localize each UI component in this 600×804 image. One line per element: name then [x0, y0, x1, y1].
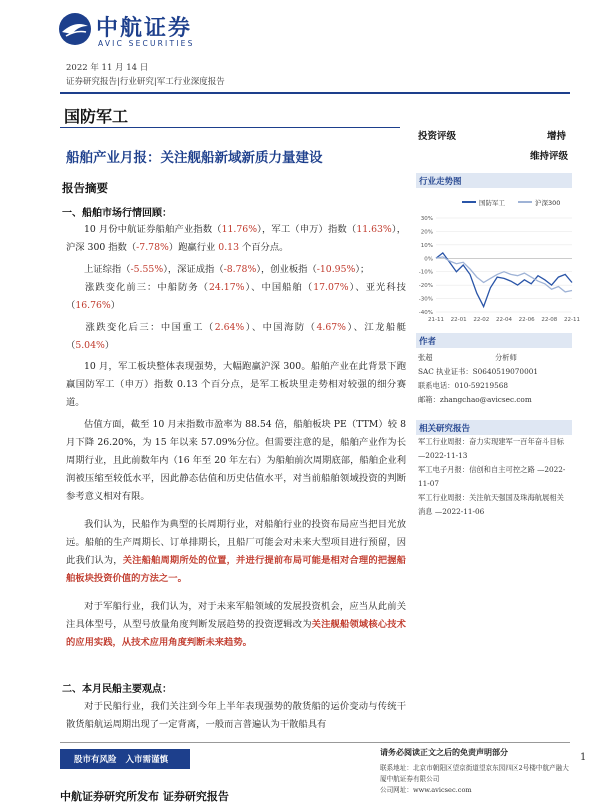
y-tick-label-3: 0%	[424, 256, 433, 263]
breadcrumb: 证券研究报告|行业研究|军工行业深度报告	[66, 77, 225, 87]
brand-logo	[58, 8, 208, 52]
author-name: 张超	[418, 353, 433, 362]
author-email: 邮箱：zhangchao@avicsec.com	[418, 395, 532, 404]
related-report-1-line2[interactable]: —2022-11-13	[418, 451, 468, 460]
section-divider	[60, 127, 400, 128]
paragraph-civil-ship-view: 我们认为，民船作为典型的长周期行业，对船舶行业的投资布局应当把目光放远。船舶的生产周期长、订单排期长，且船厂可能会对未来大型项目进行预留，因此我们认为，关注船舶周期所处的位置，并进行提前布局可能是相对合理的把握船舶板块投资价值的方法之一。	[66, 519, 406, 584]
paragraph-top-gainers: 涨跌变化前三：中船防务（24.17%）、中国船舶（17.07%）、亚光科技（16.76%）	[66, 282, 406, 311]
brand-name-cn: 中航证券	[96, 16, 193, 41]
x-tick-label-4: 22-06	[518, 317, 535, 323]
page-number: 1	[580, 752, 587, 763]
risk-warning-bar: 股市有风险 入市需谨慎	[60, 749, 190, 769]
paragraph-valuation: 估值方面，截至 10 月末指数市盈率为 88.54 倍，船舶板块 PE（TTM）较 8 月下降 26.20%，为 15 年以来 57.09%分位。但需要注意的是，船舶产业作为长周期行业，且此前数年内（16 年至 20 年左右）为船舶前次周期底部，船舶企业利润被压缩至较低水平，因此静态估值和历史估值水平，对当前船舶领域投资的判断参考意义相对有限。	[66, 419, 406, 502]
disclaimer-address-2: 厦中航证券有限公司	[380, 775, 440, 783]
author-phone: 联系电话：010-59219568	[418, 381, 509, 390]
related-report-3-line2[interactable]: 消息 —2022-11-06	[418, 507, 485, 516]
y-tick-label-6: -30%	[418, 296, 433, 303]
report-date: 2022 年 11 月 14 日	[66, 63, 149, 73]
footer-divider	[60, 742, 570, 743]
y-tick-label-5: -20%	[418, 283, 433, 290]
disclaimer-website[interactable]: 公司网址：www.avicsec.com	[380, 786, 472, 794]
related-report-2-line1[interactable]: 军工电子月报：信创和自主可控之路 —2022-	[418, 465, 566, 474]
legend-label-1: 沪深300	[535, 199, 561, 207]
disclaimer-address-1: 联系地址：北京市朝阳区望京街道望京东园四区2号楼中航产融大	[380, 764, 569, 772]
y-tick-label-0: 30%	[420, 216, 433, 222]
author-sac: SAC 执业证书：S0640519070001	[418, 367, 539, 376]
x-tick-label-3: 22-04	[496, 317, 512, 323]
related-report-3-line1[interactable]: 军工行业周报：关注航天强国及珠海航展相关	[418, 493, 564, 502]
paragraph-sector-summary: 10 月，军工板块整体表现强势，大幅跑赢沪深 300。船舶产业在此背景下跑赢国防军工（申万）指数 0.13 个百分点，是军工板块里走势相对较强的细分赛道。	[66, 361, 406, 408]
related-reports-header: 相关研究报告	[416, 420, 572, 435]
legend-label-0: 国防军工	[479, 199, 505, 207]
x-tick-label-6: 22-11	[564, 317, 580, 323]
paragraph-index-performance: 10 月份中航证券船舶产业指数（11.76%），军工（申万）指数（11.63%），沪深 300 指数（-7.78%）跑赢行业 0.13 个百分点。	[66, 224, 406, 253]
trend-chart	[416, 190, 580, 330]
x-tick-label-2: 22-02	[473, 317, 490, 323]
y-tick-label-7: -40%	[418, 310, 433, 316]
abstract-title: 报告摘要	[62, 181, 108, 195]
disclaimer-title: 请务必阅读正文之后的免责声明部分	[380, 747, 508, 757]
avic-logo-icon	[58, 12, 92, 46]
report-headline: 船舶产业月报：关注舰船新域新质力量建设	[66, 150, 323, 166]
related-report-2-line2[interactable]: 11-07	[418, 479, 440, 488]
section-title: 国防军工	[64, 107, 129, 126]
author-role: 分析师	[495, 353, 517, 362]
trend-chart-header: 行业走势图	[416, 173, 572, 188]
x-tick-label-0: 21-11	[428, 317, 444, 323]
series-line-1	[436, 257, 572, 292]
y-tick-label-1: 20%	[420, 229, 433, 236]
header-divider	[60, 92, 570, 94]
paragraph-market-indices: 上证综指（-5.55%），深证成指（-8.78%），创业板指（-10.95%）；	[84, 264, 370, 275]
x-tick-label-1: 22-01	[450, 317, 467, 323]
related-report-1-line1[interactable]: 军工行业周报：奋力实现建军一百年奋斗目标	[418, 437, 564, 446]
author-header: 作者	[416, 333, 572, 348]
heading-market-review: 一、船舶市场行情回顾：	[62, 208, 172, 219]
rating-sub: 维持评级	[530, 151, 569, 162]
x-tick-label-5: 22-08	[541, 317, 558, 323]
paragraph-military-ship-view: 对于军船行业，我们认为，对于未来军船领域的发展投资机会，应当从此前关注具体型号，从型号放量角度判断发展趋势的投资逻辑改为关注舰船领域核心技术的应用实践，从技术应用角度判断未来趋势。	[66, 601, 406, 648]
paragraph-civil-ship-detail: 对于民船行业，我们关注到今年上半年表现强势的散货船的运价变动与传统干散货船航运周期出现了一定背离，一般而言普遍认为干散船具有	[66, 701, 406, 730]
publisher-line: 中航证券研究所发布 证券研究报告	[60, 790, 229, 803]
paragraph-bottom-gainers: 涨跌变化后三：中国重工（2.64%）、中国海防（4.67%）、江龙船艇（5.04%）	[66, 322, 406, 351]
y-tick-label-4: -10%	[418, 269, 433, 276]
y-tick-label-2: 10%	[420, 242, 433, 249]
brand-name-en: AVIC SECURITIES	[98, 39, 195, 48]
rating-label: 投资评级	[418, 131, 457, 142]
heading-civil-ship-view: 二、本月民船主要观点：	[62, 684, 172, 695]
rating-value: 增持	[547, 131, 567, 142]
